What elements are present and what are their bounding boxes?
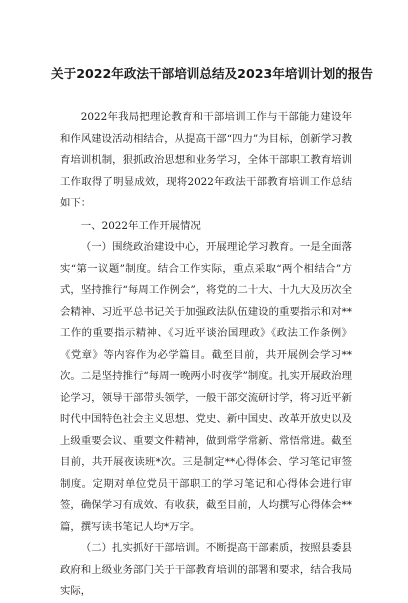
document-title: 关于2022年政法干部培训总结及2023年培训计划的报告 xyxy=(51,66,373,81)
body-paragraph: （二）扎实抓好干部培训。不断提高干部素质，按照县委县政府和上级业务部门关于干部教育培训的部署和要求，结合我局实际， xyxy=(60,542,352,597)
body-paragraph: （一）围绕政治建设中心，开展理论学习教育。一是全面落实“第一议题”制度。结合工作实际，重点采取“两个相结合”方式，坚持推行“每周工作例会”，将党的二十大、十九大及历次全会精神、习近平总书记关于加强政法队伍建设的重要指示和对**工作的重要指示精神、《习近平谈治国理政》《政法工作条例》《党章》等内容作为必学篇目。截至目前，共开展例会学习**次。二是坚持推行“每周一晚两小时夜学”制度。扎实开展政治理论学习，领导干部带头领学，一般干部交流研讨学，将习近平新时代中国特色社会主义思想、党史、新中国史、改革开放史以及上级重要会议、重要文件精神，做到常学常新、常悟常进。截至目前，共开展夜读班*次。三是制定**心得体会、学习笔记审签制度。定期对单位党员干部职工的学习笔记和心得体会进行审签，确保学习有成效、有收获，截至目前，人均撰写心得体会**篇，撰写读书笔记人均*万字。 xyxy=(60,241,352,533)
document-body xyxy=(60,107,352,603)
section-heading: 一、2022年工作开展情况 xyxy=(80,219,201,232)
intro-paragraph: 2022年我局把理论教育和干部培训工作与干部能力建设年和作风建设活动相结合，从提高干部“四力”为目标，创新学习教育培训机制，狠抓政治思想和业务学习，全体干部职工教育培训工作取得了明显成效，现将2022年政法干部教育培训工作总结如下： xyxy=(60,111,352,209)
